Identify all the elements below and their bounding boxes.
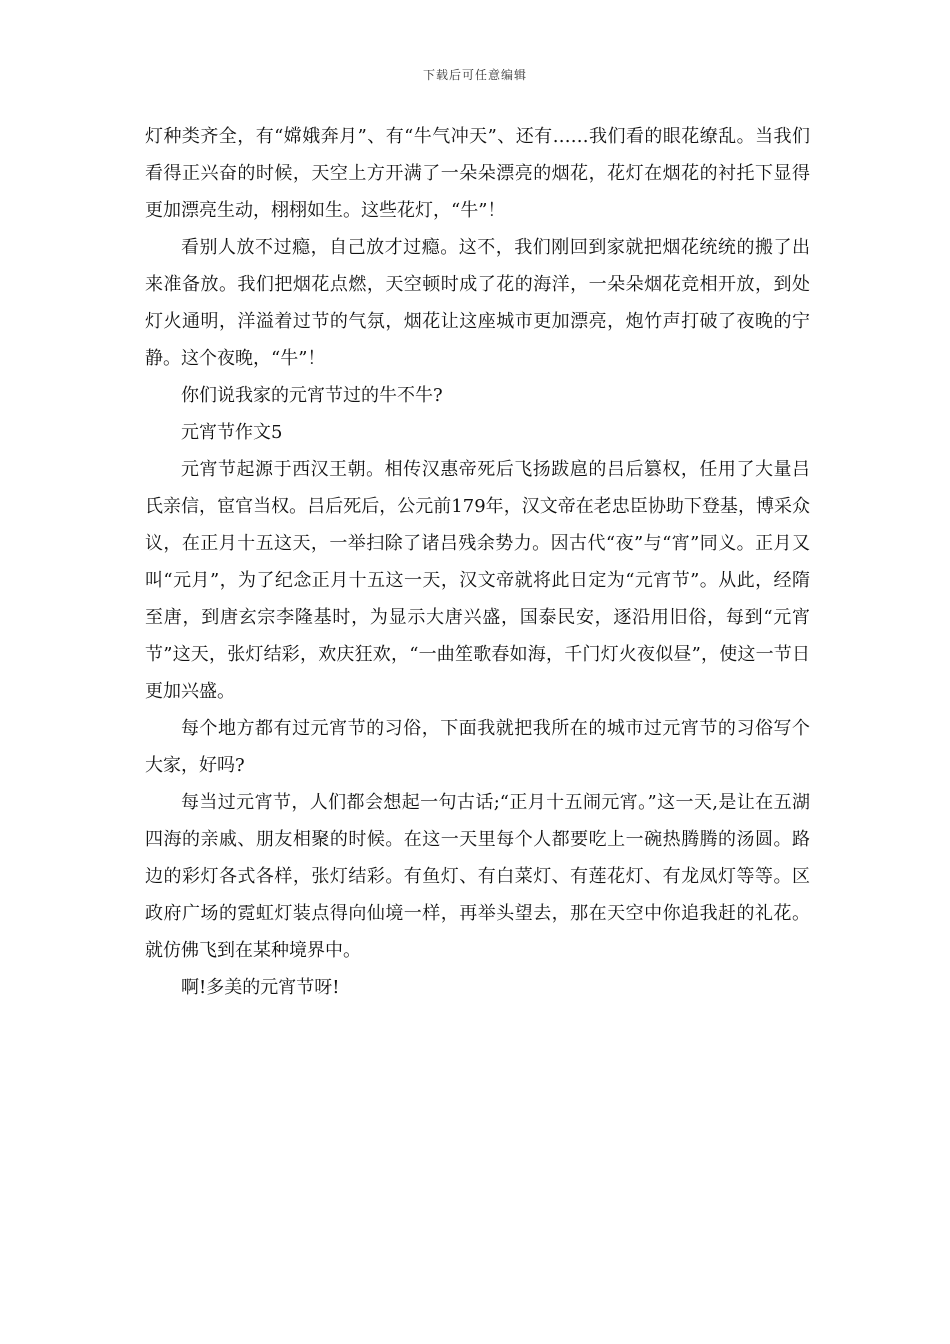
paragraph: 你们说我家的元宵节过的牛不牛? [181,385,443,406]
paragraph: 灯种类齐全，有“嫦娥奔月”、有“牛气冲天”、还有……我们看的眼花缭乱。当我们看得正兴奋的时候，天空上方开满了一朵朵漂亮的烟花，花灯在烟花的衬托下显得更加漂亮生动，栩栩如生。这些花灯，“牛”！ [145,126,810,221]
paragraph: 元宵节起源于西汉王朝。相传汉惠帝死后飞扬跋扈的吕后篡权，任用了大量吕氏亲信，宦官当权。吕后死后，公元前179年，汉文帝在老忠臣协助下登基，博采众议，在正月十五这天，一举扫除了诸吕残余势力。因古代“夜”与“宵”同义。正月又叫“元月”，为了纪念正月十五这一天，汉文帝就将此日定为“元宵节”。从此，经隋至唐，到唐玄宗李隆基时，为显示大唐兴盛，国泰民安，逐沿用旧俗，每到“元宵节”这天，张灯结彩，欢庆狂欢，“一曲笙歌春如海，千门灯火夜似昼”，使这一节日更加兴盛。 [145,459,810,702]
paragraph: 每个地方都有过元宵节的习俗，下面我就把我所在的城市过元宵节的习俗写个大家，好吗? [145,718,810,776]
document-body [145,118,810,1006]
paragraph: 看别人放不过瘾，自己放才过瘾。这不，我们刚回到家就把烟花统统的搬了出来准备放。我们把烟花点燃，天空顿时成了花的海洋，一朵朵烟花竞相开放，到处灯火通明，洋溢着过节的气氛，烟花让这座城市更加漂亮，炮竹声打破了夜晚的宁静。这个夜晚，“牛”！ [145,237,810,369]
paragraph: 啊!多美的元宵节呀! [181,977,340,998]
section-title: 元宵节作文5 [181,422,283,443]
page-header: 下载后可任意编辑 [422,68,527,82]
paragraph: 每当过元宵节，人们都会想起一句古话;“正月十五闹元宵。”这一天,是让在五湖四海的亲戚、朋友相聚的时候。在这一天里每个人都要吃上一碗热腾腾的汤圆。路边的彩灯各式各样，张灯结彩。有鱼灯、有白菜灯、有莲花灯、有龙凤灯等等。区政府广场的霓虹灯装点得向仙境一样，再举头望去，那在天空中你追我赶的礼花。就仿佛飞到在某种境界中。 [145,792,810,961]
